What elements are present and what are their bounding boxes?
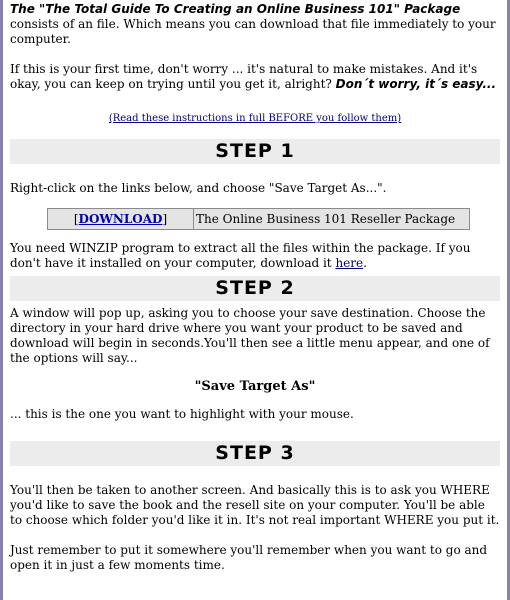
instructions-paragraph bbox=[10, 111, 500, 126]
intro-text: consists of an file. Which means you can download that file immediately to your computer. bbox=[10, 17, 496, 46]
highlight-text: ... this is the one you want to highlight with your mouse. bbox=[10, 407, 354, 421]
step-2-heading: STEP 2 bbox=[10, 276, 500, 301]
intro-paragraph-2 bbox=[10, 62, 500, 92]
winzip-paragraph bbox=[10, 241, 500, 271]
download-cell bbox=[48, 209, 194, 230]
page-content bbox=[10, 0, 500, 573]
step-2-text: A window will pop up, asking you to choose your save destination. Choose the directory in your hard drive where you want your product to be saved and download will begin in seconds.You'll then see a little menu appear, and one of the options will say... bbox=[10, 306, 490, 365]
winzip-text: You need WINZIP program to extract all the files within the package. If you don't have it installed on your computer, download it bbox=[10, 241, 471, 270]
instructions-link[interactable]: (Read these instructions in full BEFORE you follow them) bbox=[108, 113, 402, 124]
easy-text: Don´t worry, it´s easy... bbox=[335, 77, 497, 91]
intro-title: The "The Total Guide To Creating an Online Business 101" Package bbox=[10, 2, 461, 16]
bracket-close: ] bbox=[162, 211, 168, 226]
bracket-open: [ bbox=[73, 211, 79, 226]
intro-paragraph bbox=[10, 2, 500, 47]
save-target-label: "Save Target As" bbox=[194, 379, 316, 394]
winzip-end: . bbox=[363, 256, 367, 270]
step-1-text: Right-click on the links below, and choose "Save Target As...". bbox=[10, 181, 387, 195]
step-3-text: You'll then be taken to another screen. And basically this is to ask you WHERE you'd like to save the book and the resell site on your computer. You'll be able to choose which folder you'd like it in. It's not real important WHERE you put it. bbox=[10, 483, 500, 527]
step-3-heading: STEP 3 bbox=[10, 441, 500, 466]
package-name: The Online Business 101 Reseller Package bbox=[194, 209, 470, 230]
intro-text-2: If this is your first time, don't worry ... it's natural to make mistakes. And it's okay, you can keep on trying until you get it, alright? bbox=[10, 62, 478, 91]
download-link[interactable]: DOWNLOAD bbox=[78, 211, 163, 226]
window-left-border bbox=[0, 0, 3, 600]
step-3-remember: Just remember to put it somewhere you'll remember when you want to go and open it in just a few moments time. bbox=[10, 543, 488, 572]
step-1-heading: STEP 1 bbox=[10, 139, 500, 164]
winzip-link[interactable]: here bbox=[335, 256, 364, 270]
download-table bbox=[47, 208, 470, 230]
